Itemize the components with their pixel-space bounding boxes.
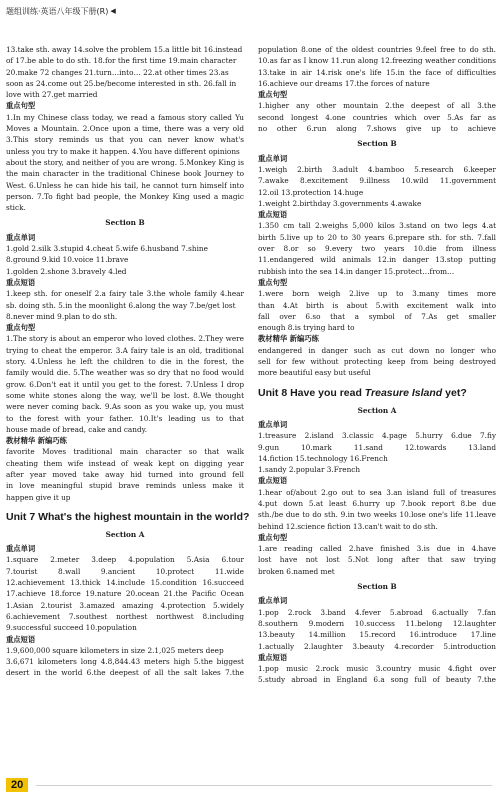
text-line: 1.Asian 2.tourist 3.amazed amazing 4.protection 5.widely bbox=[6, 600, 244, 610]
section-heading: 重点短语 bbox=[6, 634, 36, 644]
text-line: second longest 4.one countries which over 5.As far as bbox=[258, 112, 496, 122]
text-line: trying to cheat the emperor. 3.A fairy tale is an old, traditional bbox=[6, 345, 244, 355]
text-line: 3.This story reminds us that you can never know what's bbox=[6, 135, 244, 145]
section-heading: 重点短语 bbox=[258, 652, 288, 662]
text-line: 1.In my Chinese class today, we read a famous story called Yu bbox=[6, 112, 244, 122]
section-title: Section A bbox=[357, 405, 397, 415]
footer-rule bbox=[36, 785, 492, 786]
text-line: the main character in the traditional Chinese book Journey to bbox=[6, 169, 244, 179]
text-line: Moves a Mountain. 2.Once upon a time, there was a very old bbox=[6, 124, 244, 134]
section-title: Section A bbox=[105, 529, 145, 539]
text-line: 1.gold 2.silk 3.stupid 4.cheat 5.wife 6.husband 7.shine bbox=[6, 244, 208, 254]
text-line: enough 8.is trying hard to bbox=[258, 323, 355, 333]
text-line: 9.successful succeed 10.population bbox=[6, 623, 137, 633]
text-line: happen give it up bbox=[6, 492, 71, 502]
text-line: 20.make 72 changes 21.turn…into… 22.at other times 23.as bbox=[6, 67, 229, 77]
section-heading: 重点句型 bbox=[6, 323, 36, 333]
right-column bbox=[258, 44, 496, 686]
text-line: 11.endangered wild animals 12.in danger 13.stop putting bbox=[258, 255, 496, 265]
text-line: 1.weigh 2.birth 3.adult 4.bamboo 5.research 6.keeper bbox=[258, 164, 496, 174]
text-line: stick. bbox=[6, 203, 26, 213]
text-line: 16.achieve our dreams 17.the forces of nature bbox=[258, 78, 430, 88]
unit-title: Unit 7 What's the highest mountain in the world? bbox=[6, 510, 250, 523]
section-heading: 重点短语 bbox=[258, 210, 288, 220]
text-line: birth 5.live up to 20 to 30 years 6.prepare sth. for sth. 7.fall bbox=[258, 232, 496, 242]
text-line: fall over 6.so that a symbol of 7.As get smaller bbox=[258, 311, 496, 321]
text-line: endangered in danger such as cut down no longer who bbox=[258, 345, 496, 355]
text-line: 1.square 2.meter 3.deep 4.population 5.Asia 6.tour bbox=[6, 555, 244, 565]
section-heading: 重点单词 bbox=[258, 153, 288, 163]
text-line: 1.are reading called 2.have finished 3.is due in 4.have bbox=[258, 544, 496, 554]
text-line: behind 12.science fiction 13.can't wait to do sth. bbox=[258, 521, 438, 531]
section-heading: 重点句型 bbox=[6, 101, 36, 111]
section-title: Section B bbox=[105, 218, 145, 228]
text-line: 6.achievement 7.southest northest northwest 8.including bbox=[6, 611, 244, 621]
text-line: 10.as far as I know 11.run along 12.freezing weather conditions bbox=[258, 56, 496, 66]
text-line: sb. doing sth. 5.in the moonlight 6.along the way 7.be/get lost bbox=[6, 300, 236, 310]
text-line: 1.actually 2.laughter 3.beauty 4.recorder 5.introduction bbox=[258, 641, 496, 651]
section-heading: 重点单词 bbox=[6, 544, 36, 554]
text-line: 1.golden 2.shone 3.bravely 4.led bbox=[6, 266, 127, 276]
unit-title: Unit 8 Have you read Treasure Island yet? bbox=[258, 386, 467, 399]
section-heading: 教材精华 新编巧练 bbox=[6, 436, 67, 446]
text-line: 13.beauty 14.million 15.record 16.introduce 17.line bbox=[258, 630, 496, 640]
section-heading: 重点句型 bbox=[258, 532, 288, 542]
text-line: 1.weight 2.birthday 3.governments 4.awake bbox=[258, 198, 422, 208]
text-line: 1.sandy 2.popular 3.French bbox=[258, 465, 361, 475]
text-line: 1.keep sth. for oneself 2.a fairy tale 3.the whole family 4.hear bbox=[6, 289, 244, 299]
text-line: West. 6.Unless he can hide his tail, he cannot turn himself into bbox=[6, 180, 244, 190]
text-line: to the forest with your father. 10.It's leading us to that bbox=[6, 413, 244, 423]
text-line: love with 27.get married bbox=[6, 90, 98, 100]
text-line: sth./be due to do sth. 9.in two weeks 10.lose one's life 11.leave bbox=[258, 510, 496, 520]
text-line: 1.higher any other mountain 2.the deepest of all 3.the bbox=[258, 101, 496, 111]
page-header bbox=[6, 4, 116, 18]
text-line: broken 6.named met bbox=[258, 566, 335, 576]
section-heading: 重点单词 bbox=[258, 419, 288, 429]
text-line: 1.treasure 2.island 3.classic 4.page 5.hurry 6.due 7.fiy bbox=[258, 431, 496, 441]
section-heading: 重点短语 bbox=[6, 277, 36, 287]
section-heading: 教材精华 新编巧练 bbox=[258, 334, 319, 344]
text-line: cheating them wife instead of weak kept on digging year bbox=[6, 458, 244, 468]
text-line: family would die. 5.The weather was so dry that no food would bbox=[6, 368, 244, 378]
text-line: 14.fiction 15.technology 16.French bbox=[258, 453, 388, 463]
text-line: grow. 6.Don't eat it until you get to the forest. 7.Unless I drop bbox=[6, 379, 244, 389]
text-line: 1.were born weigh 2.live up to 3.many times more bbox=[258, 289, 496, 299]
text-line: 12.achievement 13.thick 14.include 15.condition 16.succeed bbox=[6, 578, 244, 588]
text-line: 1.350 cm tall 2.weighs 5,000 kilos 3.stand on two legs 4.at bbox=[258, 221, 496, 231]
section-heading: 重点句型 bbox=[258, 90, 288, 100]
text-line: than 4.At birth is about 5.with excitement walk into bbox=[258, 300, 496, 310]
text-line: lost have not lost 5.Not long after that saw trying bbox=[258, 555, 496, 565]
section-heading: 重点单词 bbox=[6, 232, 36, 242]
text-line: 1.pop 2.rock 3.band 4.fever 5.abroad 6.actually 7.fan bbox=[258, 607, 496, 617]
text-line: 8.ground 9.kid 10.voice 11.brave bbox=[6, 255, 129, 265]
text-line: about the story, and neither of you are wrong. 5.Monkey King is bbox=[6, 157, 244, 167]
text-line: some white stones along the way, we'll be lost. 8.We thought bbox=[6, 390, 244, 400]
text-line: 1.9,600,000 square kilometers in size 2.1,025 meters deep bbox=[6, 645, 224, 655]
text-line: sell for few without protecting keep from being destroyed bbox=[258, 357, 496, 367]
text-line: 8.southern 9.modern 10.success 11.belong 12.laughter bbox=[258, 618, 496, 628]
text-line: 1.pop music 2.rock music 3.country music 4.fight over bbox=[258, 664, 496, 674]
text-line: 5.study abroad in England 6.a song full of beauty 7.the bbox=[258, 675, 496, 685]
section-heading: 重点句型 bbox=[258, 277, 288, 287]
triangle-icon: ◀ bbox=[110, 7, 116, 15]
section-heading: 重点单词 bbox=[258, 596, 288, 606]
text-line: 1.hear of/about 2.go out to sea 3.an island full of treasures bbox=[258, 487, 496, 497]
page-number: 20 bbox=[6, 778, 28, 792]
text-line: 9.gun 10.mark 11.sand 12.towards 13.land bbox=[258, 442, 496, 452]
section-title: Section B bbox=[357, 582, 397, 592]
text-line: 7.tourist 8.wall 9.ancient 10.protect 11.wide bbox=[6, 566, 244, 576]
text-line: no other 6.run along 7.shows give up to achieve bbox=[258, 124, 496, 134]
left-column bbox=[6, 44, 250, 679]
text-line: after year moved take away hid turned into ground fell bbox=[6, 469, 244, 479]
text-line: unless you try to make it happen. 4.You have different opinions bbox=[6, 146, 240, 156]
text-line: rubbish into the sea 14.in danger 15.protect…from… bbox=[258, 266, 455, 276]
header-title: 题组训练·英语八年级下册(R) bbox=[6, 6, 109, 16]
text-line: 8.never mind 9.plan to do sth. bbox=[6, 311, 118, 321]
text-line: story. 4.Unless he left the children to die in the forest, the bbox=[6, 357, 244, 367]
text-line: desert in the world 6.the deepest of all the salt lakes 7.the bbox=[6, 668, 244, 678]
section-title: Section B bbox=[357, 139, 397, 149]
text-line: 1.The story is about an emperor who loved clothes. 2.They were bbox=[6, 334, 244, 344]
text-line: person. 7.To fight bad people, the Monkey King used a magic bbox=[6, 191, 244, 201]
text-line: favorite Moves traditional main character so that walk bbox=[6, 447, 244, 457]
text-line: 12.oil 13.protection 14.huge bbox=[258, 187, 364, 197]
text-line: population 8.one of the oldest countries 9.feel free to do sth. bbox=[258, 45, 496, 54]
text-line: over 8.or so 9.every two years 10.die from illness bbox=[258, 244, 496, 254]
text-line: 3.6,671 kilometers long 4.8,844.43 meters high 5.the biggest bbox=[6, 657, 244, 667]
text-line: 4.put down 5.at least 6.hurry up 7.book report 8.be due bbox=[258, 498, 496, 508]
text-line: house made of bread, cake and candy. bbox=[6, 424, 148, 434]
text-line: soon as 24.come out 25.be/become interested in sth. 26.fall in bbox=[6, 78, 237, 88]
text-line: of 17.be able to do sth. 18.for the first time 19.main character bbox=[6, 56, 237, 66]
text-line: 7.awake 8.excitement 9.illness 10.wild 11.government bbox=[258, 176, 496, 186]
text-line: were never coming back. 9.As soon as you wake up, you must bbox=[6, 402, 244, 412]
text-line: more beautiful easy but useful bbox=[258, 368, 371, 378]
text-line: 13.take in air 14.risk one's life 15.in the face of difficulties bbox=[258, 67, 496, 77]
text-line: 13.take sth. away 14.solve the problem 15.a little bit 16.instead bbox=[6, 45, 243, 54]
text-line: in love meaningful stupid brave reminds unless make it bbox=[6, 481, 244, 491]
section-heading: 重点短语 bbox=[258, 476, 288, 486]
text-line: 17.achieve 18.force 19.nature 20.ocean 21.the Pacific Ocean bbox=[6, 589, 244, 599]
